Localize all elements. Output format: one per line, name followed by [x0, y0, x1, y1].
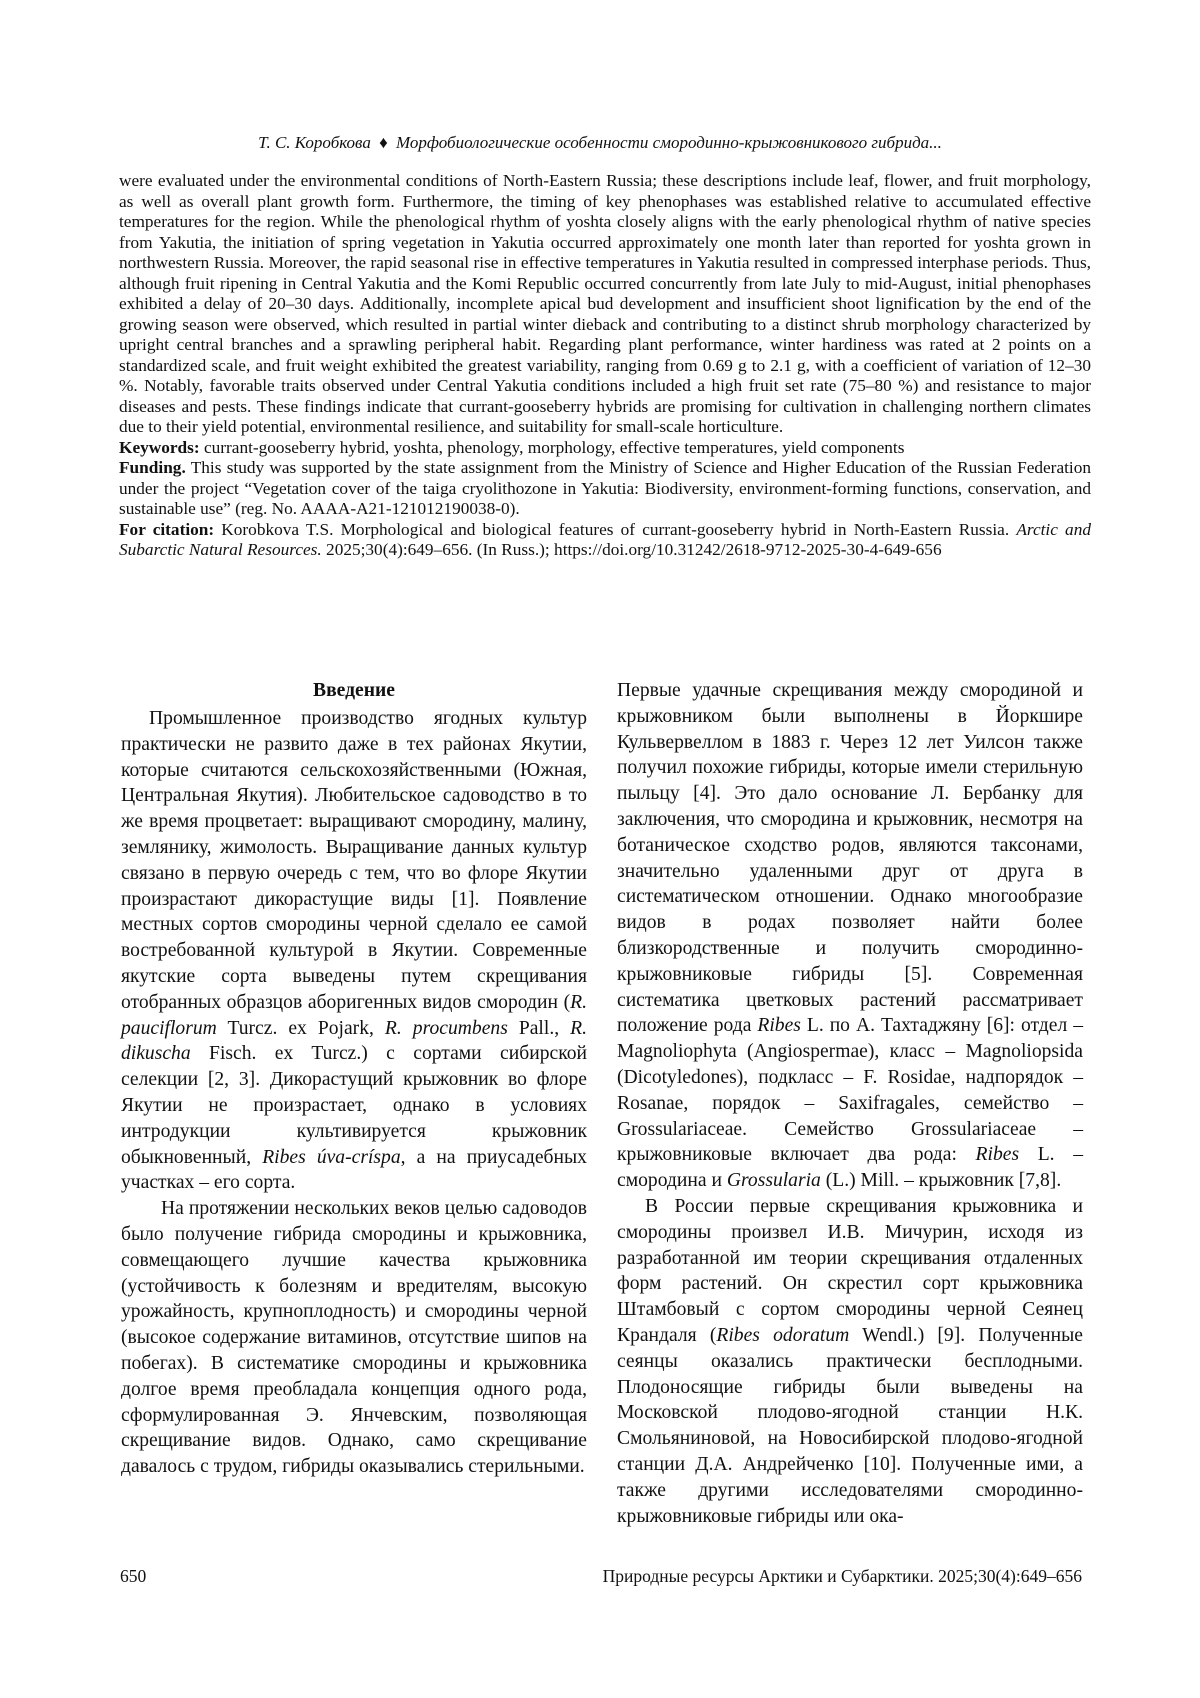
genus-name: Ribes: [975, 1144, 1020, 1166]
intro-paragraph-1: Промышленное производство ягодных культур практически не развито даже в тех районах Якутии, которые считаются сельскохозяйственными (Южная, Центральная Якутия). Любительское садоводство в то же время процветает: выращивают смородину, малину, землянику, жимолость. Выращивание данных культур связано в первую очередь с тем, что во флоре Якутии произрастают дикорастущие виды [1]. Появление местных сортов смородины черной сделало ее самой востребованной культурой в Якутии. Современные якутские сорта выведены путем скрещивания отобранных образцов аборигенных видов смородин (R. pauciflorum Turcz. ex Pojark, R. procumbens Pall., R. dikuscha Fisch. ex Turcz.) с сортами сибирской селекции [2, 3]. Дикорастущий крыжовник во флоре Якутии не произрастает, однако в условиях интродукции культивируется крыжовник обыкновенный, Ribes úva-críspa, а на приусадебных участках – его сорта.: [121, 708, 587, 1194]
citation-text-post: 2025;30(4):649–656. (In Russ.); https://doi.org/10.31242/2618-9712-2025-30-4-649-656: [326, 540, 942, 559]
funding-label: Funding.: [119, 458, 186, 477]
citation-journal: Arctic and Subarctic Natural Resources.: [119, 519, 1091, 559]
keywords-line: [119, 438, 1091, 459]
intro-paragraph-3: Первые удачные скрещивания между смородиной и крыжовником были выполнены в Йоркшире Кульвервеллом в 1883 г. Через 12 лет Уилсон также получил похожие гибриды, которые имели стерильную пыльцу [4]. Это дало основание Л. Бербанку для заключения, что смородина и крыжовник, несмотря на ботаническое сходство родов, являются таксонами, значительно удаленными друг от друга в систематическом отношении. Однако многообразие видов в родах позволяет найти более близкородственные и получить смородинно-крыжовниковые гибриды [5]. Современная систематика цветковых растений рассматривает положение рода Ribes L. по А. Тахтаджяну [6]: отдел – Magnoliophyta (Angiospermae), класс – Magnoliopsida (Dicotyledones), подкласс – F. Rosidae, надпорядок – Rosanae, порядок – Saxifragales, семейство – Grossulariaceae. Семейство Grossulariaceae – крыжовниковые включает два рода: Ribes L. – смородина и Grossularia (L.) Mill. – крыжовник [7,8].: [617, 680, 1083, 1192]
species-name: R. pauciflorum: [121, 991, 587, 1039]
citation-line: [119, 520, 1091, 561]
citation-label: For citation:: [119, 519, 215, 539]
funding-line: [119, 458, 1091, 520]
species-name: R. procumbens: [384, 1017, 508, 1039]
diamond-separator-icon: ♦: [379, 133, 388, 152]
left-column: [121, 678, 587, 1480]
running-head-title: Морфобиологические особенности смородинно-крыжовникового гибрида...: [396, 133, 942, 152]
keywords-label: Keywords:: [119, 437, 200, 457]
abstract-text: were evaluated under the environmental conditions of North-Eastern Russia; these descriptions include leaf, flower, and fruit morphology, as well as overall plant growth form. Furthermore, the timing of key phenophases was established relative to accumulated effective temperatures for the region. While the phenological rhythm of yoshta closely aligns with the early phenological rhythm of native species from Yakutia, the initiation of spring vegetation in Yakutia occurred approximately one month later than reported for yoshta grown in northwestern Russia. Moreover, the rapid seasonal rise in effective temperatures in Yakutia resulted in compressed interphase periods. Thus, although fruit ripening in Central Yakutia and the Komi Republic occurred concurrently from late July to mid-August, initial phenophases exhibited a delay of 20–30 days. Additionally, incomplete apical bud development and insufficient shoot lignification by the end of the growing season were observed, which resulted in partial winter dieback and contributing to a distinct shrub morphology characterized by upright central branches and a sprawling peripheral habit. Regarding plant performance, winter hardiness was rated at 2 points on a standardized scale, and fruit weight exhibited the greatest variability, ranging from 0.69 g to 2.1 g, with a coefficient of variation of 12–30 %. Notably, favorable traits observed under Central Yakutia conditions included a high fruit set rate (75–80 %) and resistance to major diseases and pests. These findings indicate that currant-gooseberry hybrids are promising for cultivation in challenging northern climates due to their yield potential, environmental resilience, and suitability for small-scale horticulture.: [119, 171, 1091, 436]
right-column: [617, 678, 1083, 1529]
abstract-section: [119, 171, 1091, 561]
funding-text: This study was supported by the state assignment from the Ministry of Science and Higher Education of the Russian Federation under the project “Vegetation cover of the taiga cryolithozone in Yakutia: Biodiversity, environment-forming functions, conservation, and sustainable use” (reg. No. AAAA-A21-121012190038-0).: [119, 458, 1091, 518]
species-name: Ribes odoratum: [716, 1324, 850, 1346]
running-head-author: Т. С. Коробкова: [258, 133, 371, 152]
species-name: Ribes úva-críspa: [262, 1146, 401, 1168]
journal-citation-footer: Природные ресурсы Арктики и Субарктики. 2025;30(4):649–656: [602, 1566, 1082, 1586]
genus-name: Ribes: [757, 1015, 801, 1037]
running-head: [120, 132, 1080, 154]
intro-paragraph-4: В России первые скрещивания крыжовника и смородины произвел И.В. Мичурин, исходя из разработанной им теории скрещивания отдаленных форм растений. Он скрестил сорт крыжовника Штамбовый с сортом смородины черной Сеянец Крандаля (Ribes odoratum Wendl.) [9]. Полученные сеянцы оказались практически бесплодными. Плодоносящие гибриды были выведены на Московской плодово-ягодной станции Н.К. Смольяниновой, на Новосибирской плодово-ягодной станции Д.А. Андрейченко [10]. Полученные ими, а также другими исследователями смородинно-крыжовниковые гибриды или ока-: [617, 1195, 1083, 1527]
genus-name: Grossularia: [726, 1170, 821, 1192]
page-number: 650: [120, 1566, 147, 1586]
intro-paragraph-2: На протяжении нескольких веков целью садоводов было получение гибрида смородины и крыжовника, совмещающего лучшие качества крыжовника (устойчивость к болезням и вредителям, высокую урожайность, крупноплодность) и смородины черной (высокое содержание витаминов, отсутствие шипов на побегах). В систематике смородины и крыжовника долгое время преобладала концепция одного рода, сформулированная Э. Янчевским, позволяющая скрещивание видов. Однако, само скрещивание давалось с трудом, гибриды оказывались стерильными.: [121, 1198, 587, 1478]
keywords-text: currant-gooseberry hybrid, yoshta, phenology, morphology, effective temperatures, yield components: [203, 437, 905, 457]
species-name: R. dikuscha: [121, 1017, 587, 1065]
citation-text-pre: Korobkova T.S. Morphological and biological features of currant-gooseberry hybrid in North-Eastern Russia.: [221, 519, 1010, 539]
section-heading-introduction: Введение: [313, 680, 395, 701]
